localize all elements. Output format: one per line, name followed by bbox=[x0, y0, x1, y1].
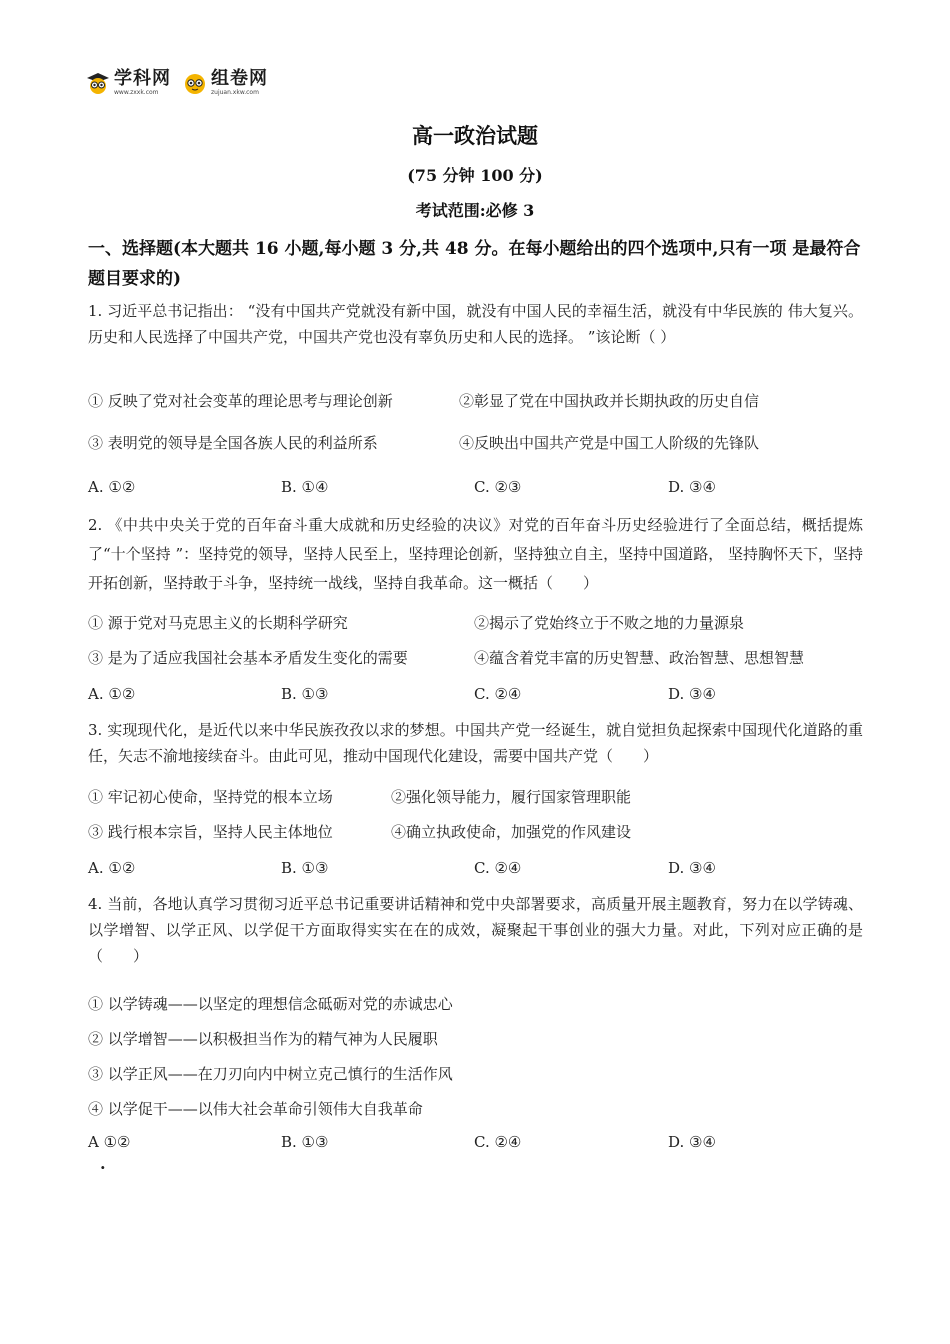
exam-title: 高一政治试题 bbox=[412, 123, 538, 148]
question-3-choice-b[interactable]: B. ①③ bbox=[281, 859, 329, 877]
question-4-choice-d[interactable]: D. ③④ bbox=[668, 1133, 716, 1151]
question-2-option-1: ① 源于党对马克思主义的长期科学研究 bbox=[88, 614, 348, 632]
question-3-option-4: ④确立执政使命，加强党的作风建设 bbox=[391, 823, 632, 841]
question-4-choice-a[interactable]: A ①② bbox=[88, 1133, 131, 1151]
question-1-choice-b[interactable]: B. ①④ bbox=[281, 478, 329, 496]
question-1-choice-a[interactable]: A. ①② bbox=[88, 478, 136, 496]
question-2-option-2: ②揭示了党始终立于不败之地的力量源泉 bbox=[474, 614, 745, 632]
zujuan-logo[interactable] bbox=[183, 70, 268, 96]
zujuan-logo-url: zujuan.xkw.com bbox=[211, 89, 259, 96]
question-3-option-3: ③ 践行根本宗旨，坚持人民主体地位 bbox=[88, 823, 333, 841]
header-logos bbox=[86, 70, 268, 96]
question-1-option-2: ②彰显了党在中国执政并长期执政的历史自信 bbox=[459, 392, 760, 410]
question-4-option-2: ② 以学增智——以积极担当作为的精气神为人民履职 bbox=[88, 1030, 438, 1048]
question-3-option-1: ① 牢记初心使命，坚持党的根本立场 bbox=[88, 788, 333, 806]
question-2-choice-c[interactable]: C. ②④ bbox=[474, 685, 522, 703]
exam-duration-score: (75 分钟 100 分) bbox=[407, 166, 543, 185]
owl-icon bbox=[183, 71, 207, 95]
question-4-option-1: ① 以学铸魂——以坚定的理想信念砥砺对党的赤诚忠心 bbox=[88, 995, 453, 1013]
question-1-choice-c[interactable]: C. ②③ bbox=[474, 478, 522, 496]
zujuan-logo-name: 组卷网 bbox=[211, 68, 268, 89]
question-1-stem: 1. 习近平总书记指出： “没有中国共产党就没有新中国，就没有中国人民的幸福生活，就没有中华民族的 伟大复兴。历史和人民选择了中国共产党，中国共产党也没有辜负历史和人民的选择。 ”该论断（ ） bbox=[88, 302, 863, 346]
question-3-choice-a[interactable]: A. ①② bbox=[88, 859, 136, 877]
question-3-choice-c[interactable]: C. ②④ bbox=[474, 859, 522, 877]
question-2-stem: 2. 《中共中央关于党的百年奋斗重大成就和历史经验的决议》对党的百年奋斗历史经验进行了全面总结，概括提炼了“十个坚持 ”：坚持党的领导，坚持人民至上，坚持理论创新，坚持独立自主，坚持中国道路， 坚持胸怀天下，坚持开拓创新，坚持敢于斗争，坚持统一战线，坚持自我革命。这一概括（ ） bbox=[88, 516, 863, 592]
owl-cap-icon bbox=[86, 71, 110, 95]
question-2-option-4: ④蕴含着党丰富的历史智慧、政治智慧、思想智慧 bbox=[474, 649, 805, 667]
exam-scope: 考试范围:必修 3 bbox=[415, 201, 535, 220]
question-4-option-3: ③ 以学正风——在刀刃向内中树立克己慎行的生活作风 bbox=[88, 1065, 453, 1083]
question-3-option-2: ②强化领导能力，履行国家管理职能 bbox=[391, 788, 632, 806]
zxxk-logo-url: www.zxxk.com bbox=[114, 89, 159, 96]
question-4-choice-c[interactable]: C. ②④ bbox=[474, 1133, 522, 1151]
zxxk-logo[interactable] bbox=[86, 70, 171, 96]
question-2-choice-b[interactable]: B. ①③ bbox=[281, 685, 329, 703]
question-3-choice-d[interactable]: D. ③④ bbox=[668, 859, 716, 877]
question-1-option-4: ④反映出中国共产党是中国工人阶级的先锋队 bbox=[459, 434, 760, 452]
question-4-stem: 4. 当前，各地认真学习贯彻习近平总书记重要讲话精神和党中央部署要求，高质量开展主题教育，努力在以学铸魂、以学增智、以学正风、以学促干方面取得实实在在的成效，凝聚起干事创业的强大力量。对此，下列对应正确的是（ ） bbox=[88, 895, 863, 965]
question-4-choice-b[interactable]: B. ①③ bbox=[281, 1133, 329, 1151]
question-1-option-1: ① 反映了党对社会变革的理论思考与理论创新 bbox=[88, 392, 393, 410]
zxxk-logo-name: 学科网 bbox=[114, 68, 171, 89]
question-1-choice-d[interactable]: D. ③④ bbox=[668, 478, 716, 496]
question-2-choice-d[interactable]: D. ③④ bbox=[668, 685, 716, 703]
question-3-stem: 3. 实现现代化，是近代以来中华民族孜孜以求的梦想。中国共产党一经诞生，就自觉担负起探索中国现代化道路的重任，矢志不渝地接续奋斗。由此可见，推动中国现代化建设，需要中国共产党（ ） bbox=[88, 721, 863, 765]
question-1-option-3: ③ 表明党的领导是全国各族人民的利益所系 bbox=[88, 434, 378, 452]
section-heading: 一、选择题(本大题共 16 小题,每小题 3 分,共 48 分。在每小题给出的四个选项中,只有一项 是最符合题目要求的) bbox=[88, 239, 861, 289]
question-4-option-4: ④ 以学促干——以伟大社会革命引领伟大自我革命 bbox=[88, 1100, 423, 1118]
trailing-mark: . bbox=[100, 1154, 106, 1173]
question-2-choice-a[interactable]: A. ①② bbox=[88, 685, 136, 703]
question-2-option-3: ③ 是为了适应我国社会基本矛盾发生变化的需要 bbox=[88, 649, 408, 667]
